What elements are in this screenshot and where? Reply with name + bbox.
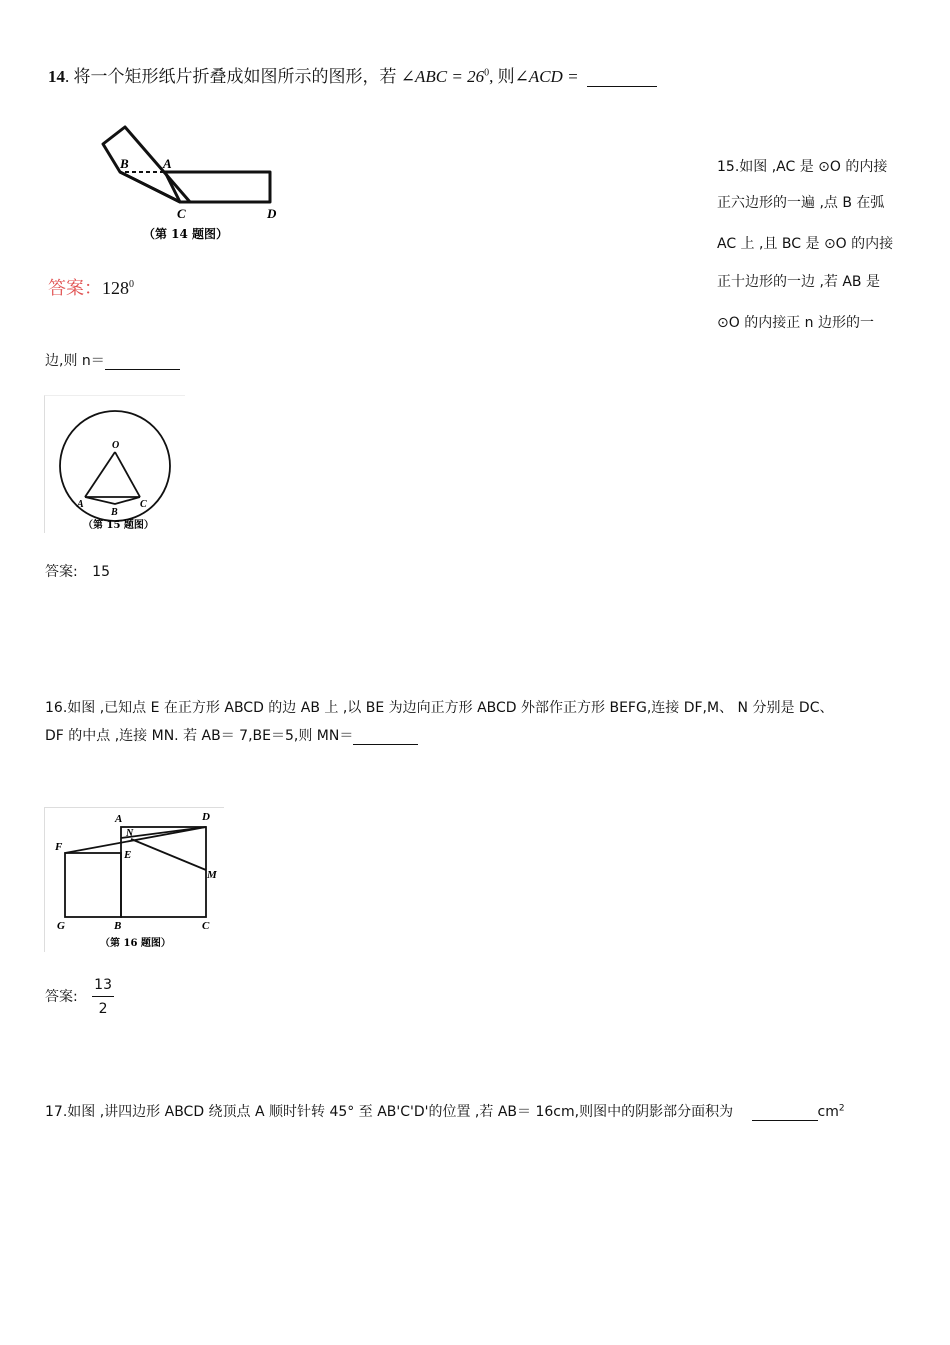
q15-answer-label: 答案:	[45, 564, 78, 580]
q16-line-2: DF 的中点 ,连接 MN. 若 AB＝ 7,BE＝5,则 MN＝	[45, 728, 354, 744]
q14-number: 14	[48, 67, 65, 86]
q16-label-m: M	[207, 869, 217, 881]
q16-answer-blank	[353, 728, 418, 745]
q17-unit-sup: 2	[838, 1103, 845, 1114]
q14-label-c: C	[177, 206, 186, 221]
q16-answer-label: 答案:	[45, 989, 78, 1005]
q14-label-b: B	[120, 156, 129, 171]
q15-line-5: ⊙O 的内接正 n 边形的一	[717, 315, 874, 331]
q14-text: . 将一个矩形纸片折叠成如图所示的图形，若	[65, 67, 397, 86]
q16-figure	[44, 807, 224, 952]
q14-answer	[48, 274, 134, 300]
q16-label-b: B	[114, 920, 122, 932]
q16-answer	[45, 973, 114, 1021]
q14-text2: , 则	[489, 67, 515, 86]
q16-label-e: E	[124, 849, 132, 861]
q15-line-cont-text: 边,则 n＝	[45, 353, 105, 369]
q14-answer-sup: 0	[129, 279, 134, 290]
q17-text: 17.如图 ,讲四边形 ABCD 绕顶点 A 顺时针转 45° 至 AB'C'D'的位置 ,若 AB＝ 16cm,则图中的阴影部分面积为	[45, 1104, 734, 1120]
q16-line-1: 16.如图 ,已知点 E 在正方形 ABCD 的边 AB 上 ,以 BE 为边向正方形 ABCD 外部作正方形 BEFG,连接 DF,M、 N 分别是 DC、	[45, 700, 834, 716]
q16-label-f: F	[55, 841, 63, 853]
q15-answer-value: 15	[92, 564, 110, 580]
q16-label-g: G	[57, 920, 65, 932]
q17-unit: cm	[817, 1104, 839, 1120]
q16-label-d: D	[202, 811, 210, 823]
q16-caption: （第 16 题图）	[100, 938, 171, 949]
q15-figure	[44, 395, 185, 533]
q15-answer	[45, 561, 110, 581]
q15-line-2: 正六边形的一遍 ,点 B 在弧	[717, 195, 885, 211]
q15-diagram	[45, 396, 185, 533]
q15-line-1: 15.如图 ,AC 是 ⊙O 的内接	[717, 159, 888, 175]
q15-answer-blank	[105, 353, 180, 370]
q14-label-a: A	[163, 156, 172, 171]
q15-label-c: C	[140, 499, 147, 510]
q15-label-b: B	[111, 507, 118, 518]
q15-label-a: A	[77, 499, 84, 510]
q15-label-o: O	[112, 440, 120, 451]
q16-label-n: N	[126, 828, 134, 839]
q15-caption: （第 15 题图）	[83, 520, 154, 531]
q16-answer-denominator: 2	[98, 1000, 108, 1017]
q14-caption: （第 14 题图）	[143, 227, 229, 241]
q16-label-c: C	[202, 920, 210, 932]
q14-answer-value: 128	[102, 278, 129, 298]
q14-question	[48, 62, 657, 87]
q15-line-3: AC 上 ,且 BC 是 ⊙O 的内接	[717, 236, 894, 252]
q15-line-cont	[45, 350, 180, 370]
q14-formula2: ∠ACD =	[514, 67, 579, 86]
q15-line-4: 正十边形的一边 ,若 AB 是	[717, 274, 880, 290]
q14-figure	[95, 122, 295, 247]
q17-question	[45, 1101, 845, 1121]
q14-answer-blank	[587, 86, 657, 87]
q14-sup: 0	[484, 67, 490, 79]
q14-label-d: D	[267, 206, 277, 221]
q14-answer-label: 答案：	[48, 278, 102, 298]
q17-answer-blank	[752, 1104, 818, 1121]
q16-answer-numerator: 13	[92, 974, 114, 997]
q16-diagram	[45, 808, 224, 952]
q16-label-a: A	[115, 813, 123, 825]
q14-formula: ∠ABC = 26	[400, 67, 485, 86]
q16-answer-fraction	[92, 974, 114, 1021]
q14-diagram	[95, 122, 295, 247]
q16-line-2-wrap	[45, 725, 418, 745]
